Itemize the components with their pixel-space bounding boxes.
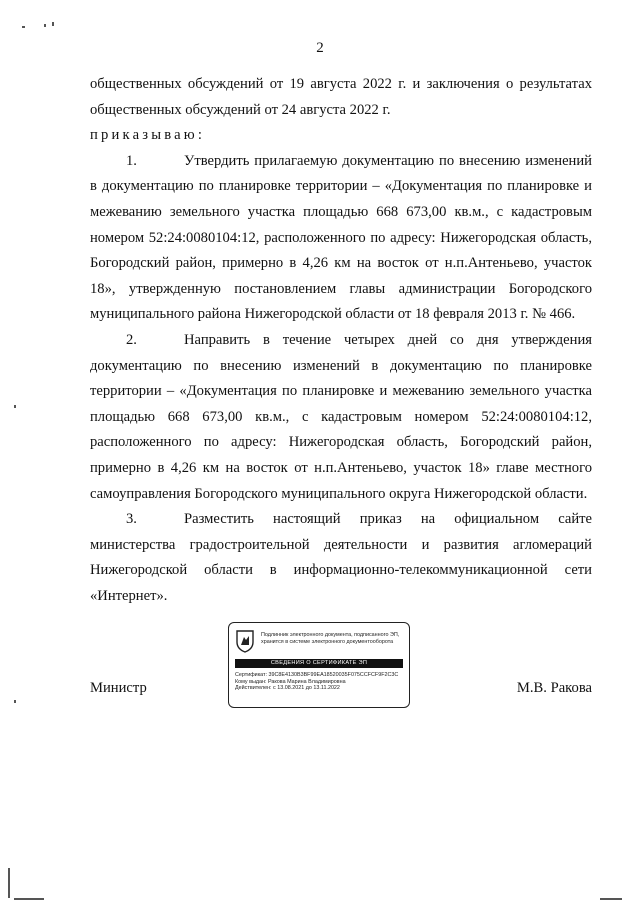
scan-mark bbox=[22, 26, 25, 28]
list-item-3 bbox=[90, 507, 592, 609]
signer-name: М.В. Ракова bbox=[516, 680, 592, 696]
order-word bbox=[90, 123, 592, 149]
scan-mark bbox=[14, 405, 16, 408]
stamp-certificate: Сертификат: 39C8E4130B3BF99EA18520035F075CCFCF9F2C3C bbox=[235, 672, 399, 678]
scan-mark bbox=[44, 24, 46, 27]
item-text: Разместить настоящий приказ на официальном сайте министерства градостроительной деятельности и развития агломераций Нижегородской области в информационно-телекоммуникационной сети «Интернет». bbox=[90, 511, 592, 604]
stamp-issued-to: Кому выдан: Ракова Марина Владимировна bbox=[235, 678, 346, 685]
order-word-text: приказываю: bbox=[90, 127, 206, 144]
stamp-top bbox=[235, 629, 403, 655]
stamp-header: СВЕДЕНИЯ О СЕРТИФИКАТЕ ЭП bbox=[235, 659, 403, 668]
item-number: 3. bbox=[126, 511, 137, 528]
stamp-caption: Подлинник электронного документа, подписанного ЭП, хранится в системе электронного документооборота bbox=[261, 632, 400, 645]
document-body bbox=[90, 72, 592, 609]
item-number: 1. bbox=[126, 152, 137, 169]
scan-mark bbox=[8, 868, 10, 898]
coat-of-arms-icon bbox=[235, 629, 255, 653]
signer-position: Министр bbox=[90, 680, 147, 696]
stamp-validity: Действителен: с 13.08.2021 до 13.11.2022 bbox=[235, 685, 340, 692]
intro-paragraph: общественных обсуждений от 19 августа 2022 г. и заключения о результатах общественных обсуждений от 24 августа 2022 г. bbox=[90, 76, 592, 118]
scan-mark bbox=[52, 22, 54, 26]
list-item-1 bbox=[90, 149, 592, 328]
scan-mark bbox=[14, 700, 16, 703]
e-signature-stamp bbox=[228, 622, 410, 708]
item-text: Направить в течение четырех дней со дня утверждения документацию по внесению изменений в документацию по планировке территории – «Документация по планировке и межеванию земельного участка площадью 668 673,00 кв.м., с кадастровым номером 52:24:0080104:12, расположенного по адресу: Нижегородская область, Богородский район, примерно в 4,26 км на восток от н.п.Антеньево, участок 18» главе местного самоуправления Богородского муниципального округа Нижегородской области. bbox=[90, 331, 592, 502]
stamp-details bbox=[235, 672, 403, 692]
item-text: Утвердить прилагаемую документацию по внесению изменений в документацию по планировке территории – «Документация по планировке и межеванию земельного участка площадью 668 673,00 кв.м., с кадастровым номером 52:24:0080104:12, расположенного по адресу: Нижегородская область, Богородский район, примерно в 4,26 км на восток от н.п.Антеньево, участок 18», утвержденную постановлением главы администрации Богородского муниципального района Нижегородской области от 18 февраля 2013 г. № 466. bbox=[90, 152, 592, 323]
scan-mark bbox=[600, 898, 622, 900]
list-item-2 bbox=[90, 328, 592, 507]
item-number: 2. bbox=[126, 331, 137, 348]
scan-mark bbox=[14, 898, 44, 900]
page-number: 2 bbox=[316, 40, 324, 56]
